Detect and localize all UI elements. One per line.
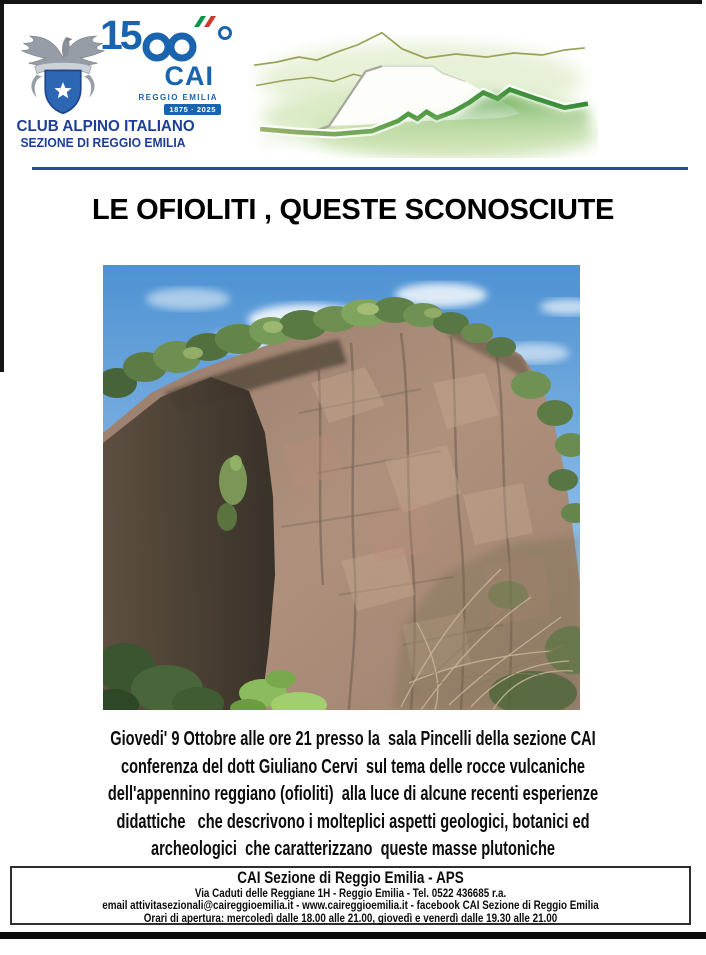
section-name: REGGIO EMILIA bbox=[138, 93, 218, 102]
announcement-line: Giovedi' 9 Ottobre alle ore 21 presso la sala Pincelli della sezione CAI bbox=[110, 728, 596, 750]
italian-flag-flash-icon bbox=[194, 16, 218, 28]
page-bottom-rule bbox=[0, 932, 706, 939]
footer-org-title: CAI Sezione di Reggio Emilia - APS bbox=[237, 869, 464, 887]
cai-eagle-shield-icon bbox=[16, 26, 110, 116]
announcement-line: conferenza del dott Giuliano Cervi sul tema delle rocce vulcaniche bbox=[120, 755, 586, 778]
cai-150-logo bbox=[98, 14, 236, 120]
anniversary-digits: 15 bbox=[100, 12, 140, 58]
anniversary-years-badge: 1875 · 2025 bbox=[164, 104, 221, 115]
page-title: LE OFIOLITI , QUESTE SCONOSCIUTE bbox=[91, 194, 615, 226]
announcement-line: dell'appennino reggiano (ofioliti) alla luce di alcune recenti esperienze bbox=[107, 783, 599, 806]
ophiolite-cliff-photo bbox=[103, 265, 580, 710]
club-section-line: SEZIONE DI REGGIO EMILIA bbox=[20, 136, 186, 150]
footer-opening-hours: Orari di apertura: mercoledì dalle 18.00 alle 21.00, giovedì e venerdì dalle 19.30 alle 21.00 bbox=[143, 910, 558, 925]
infinity-zero-icon bbox=[142, 30, 200, 64]
degree-circle-icon bbox=[218, 26, 232, 40]
header-divider-line bbox=[32, 167, 688, 170]
announcement-text bbox=[0, 726, 706, 864]
cai-abbreviation: CAI bbox=[164, 61, 214, 91]
footer-contact-box bbox=[10, 866, 691, 925]
page-border-top bbox=[0, 0, 702, 4]
mountain-landscape-icon bbox=[248, 18, 598, 158]
footer-address: Via Caduti delle Reggiane 1H - Reggio Emilia - Tel. 0522 436685 r.a. bbox=[194, 886, 507, 900]
club-name-line: CLUB ALPINO ITALIANO bbox=[16, 118, 195, 135]
footer-contacts: email attivitasezionali@caireggioemilia.it - www.caireggioemilia.it - facebook CAI Sezione di Reggio Emilia bbox=[102, 898, 599, 913]
page-border-left bbox=[0, 0, 4, 372]
announcement-line: didattiche che descrivono i molteplici aspetti geologici, botanici ed bbox=[116, 810, 590, 833]
announcement-line: archeologici che caratterizzano queste masse plutoniche bbox=[150, 838, 556, 861]
